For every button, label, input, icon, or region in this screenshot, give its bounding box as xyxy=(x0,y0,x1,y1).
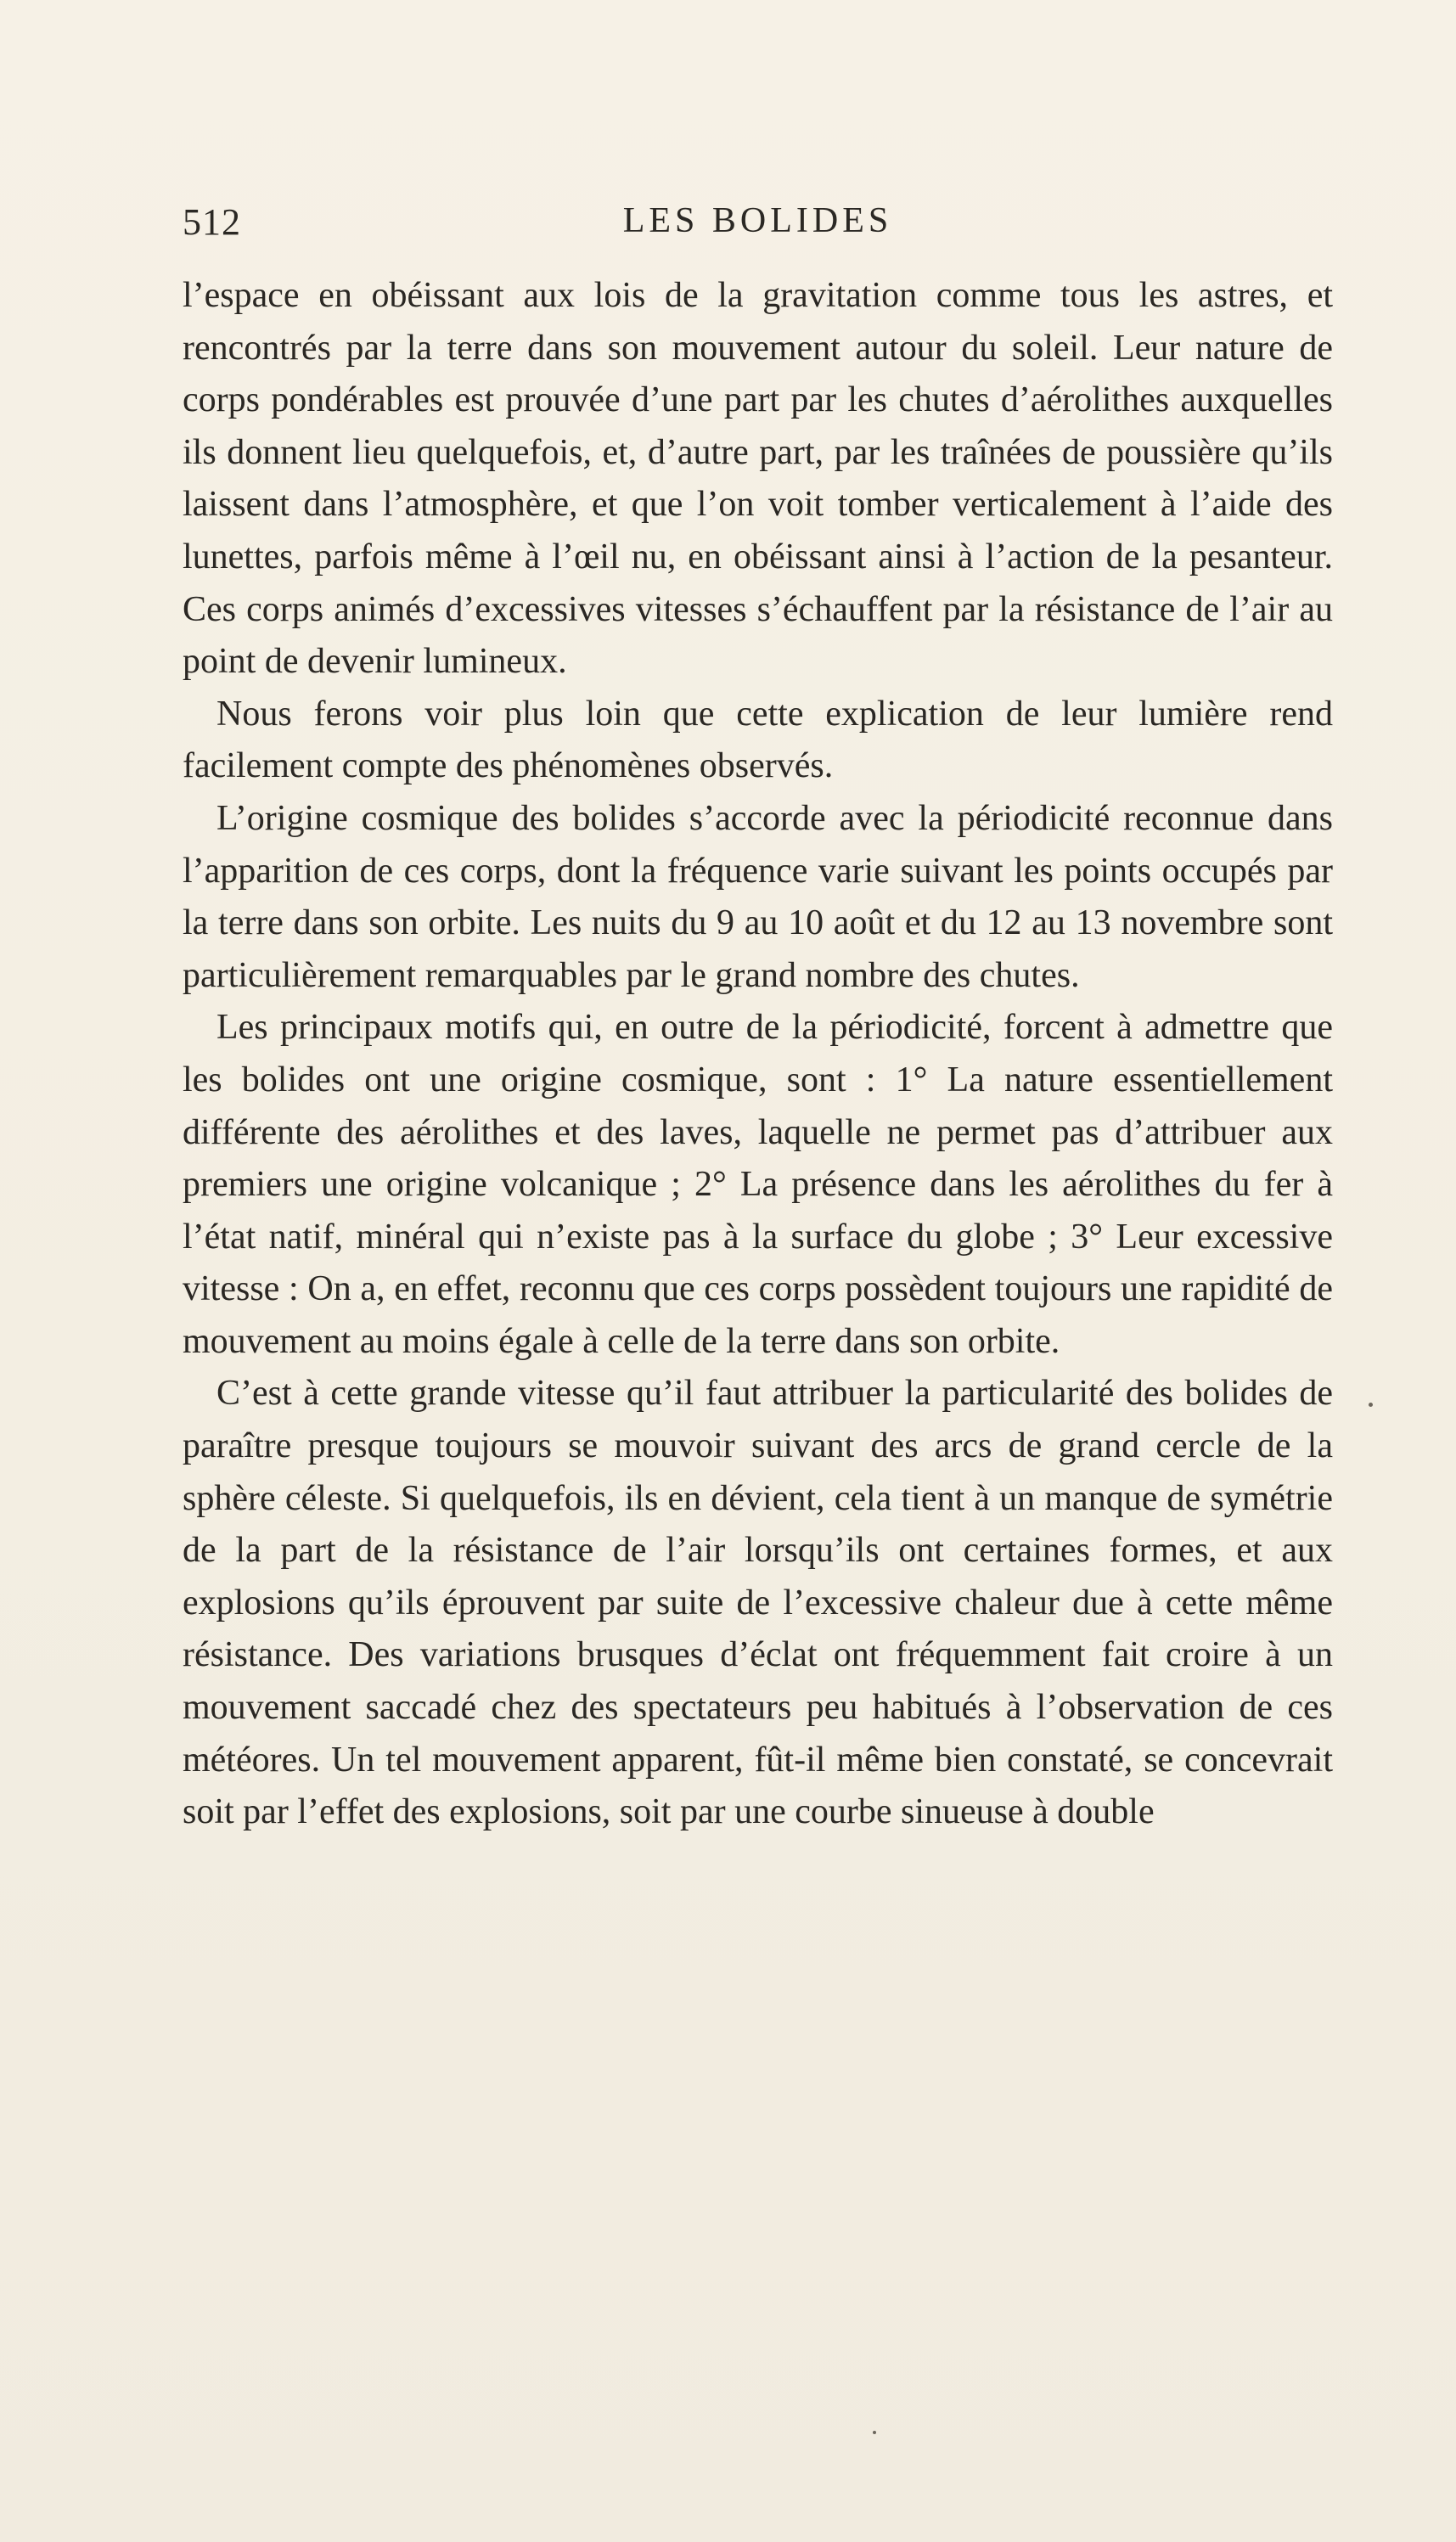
body-text xyxy=(183,270,1333,1839)
paragraph: Nous ferons voir plus loin que cette explication de leur lumière rend facilement compte des phénomènes observés. xyxy=(183,694,1333,786)
paragraph: L’origine cosmique des bolides s’accorde avec la périodicité reconnue dans l’apparition de ces corps, dont la fréquence varie suivant les points occupés par la terre dans son orbite. Les nuits du 9 au 10 août et du 12 au 13 novembre sont particulièrement remarquables par le grand nombre des chutes. xyxy=(183,798,1333,995)
print-speck xyxy=(873,2431,876,2434)
paragraph-continued: l’espace en obéissant aux lois de la gravitation comme tous les astres, et rencontrés par la terre dans son mouvement autour du soleil. Leur nature de corps pondérables est prouvée d’une part par les chutes d’aérolithes auxquelles ils donnent lieu quelquefois, et, d’autre part, par les traînées de poussière qu’ils laissent dans l’atmosphère, et que l’on voit tomber verticalement à l’aide des lunettes, parfois même à l’œil nu, en obéissant ainsi à l’action de la pesanteur. Ces corps animés d’excessives vitesses s’échauffent par la résistance de l’air au point de devenir lumineux. xyxy=(183,276,1333,682)
print-speck xyxy=(1369,1403,1373,1407)
running-head xyxy=(183,200,1333,251)
page-number: 512 xyxy=(183,201,241,243)
running-title: LES BOLIDES xyxy=(622,201,893,240)
paragraph: C’est à cette grande vitesse qu’il faut attribuer la particularité des bolides de paraître presque toujours se mouvoir suivant des arcs de grand cercle de la sphère céleste. Si quelquefois, ils en dévient, cela tient à un manque de symétrie de la part de la résistance de l’air lorsqu’ils ont certaines formes, et aux explosions qu’ils éprouvent par suite de l’excessive chaleur due à cette même résistance. Des variations brusques d’éclat ont fréquemment fait croire à un mouvement saccadé chez des spectateurs peu habitués à l’observation de ces météores. Un tel mouvement apparent, fût-il même bien constaté, se concevrait soit par l’effet des explosions, soit par une courbe sinueuse à double xyxy=(183,1374,1333,1832)
paragraph: Les principaux motifs qui, en outre de la périodicité, forcent à admettre que les bolides ont une origine cosmique, sont : 1° La nature essentiellement différente des aérolithes et des laves, laquelle ne permet pas d’attribuer aux premiers une origine volcanique ; 2° La présence dans les aérolithes du fer à l’état natif, minéral qui n’existe pas à la surface du globe ; 3° Leur excessive vitesse : On a, en effet, reconnu que ces corps possèdent toujours une rapidité de mouvement au moins égale à celle de la terre dans son orbite. xyxy=(183,1008,1333,1361)
